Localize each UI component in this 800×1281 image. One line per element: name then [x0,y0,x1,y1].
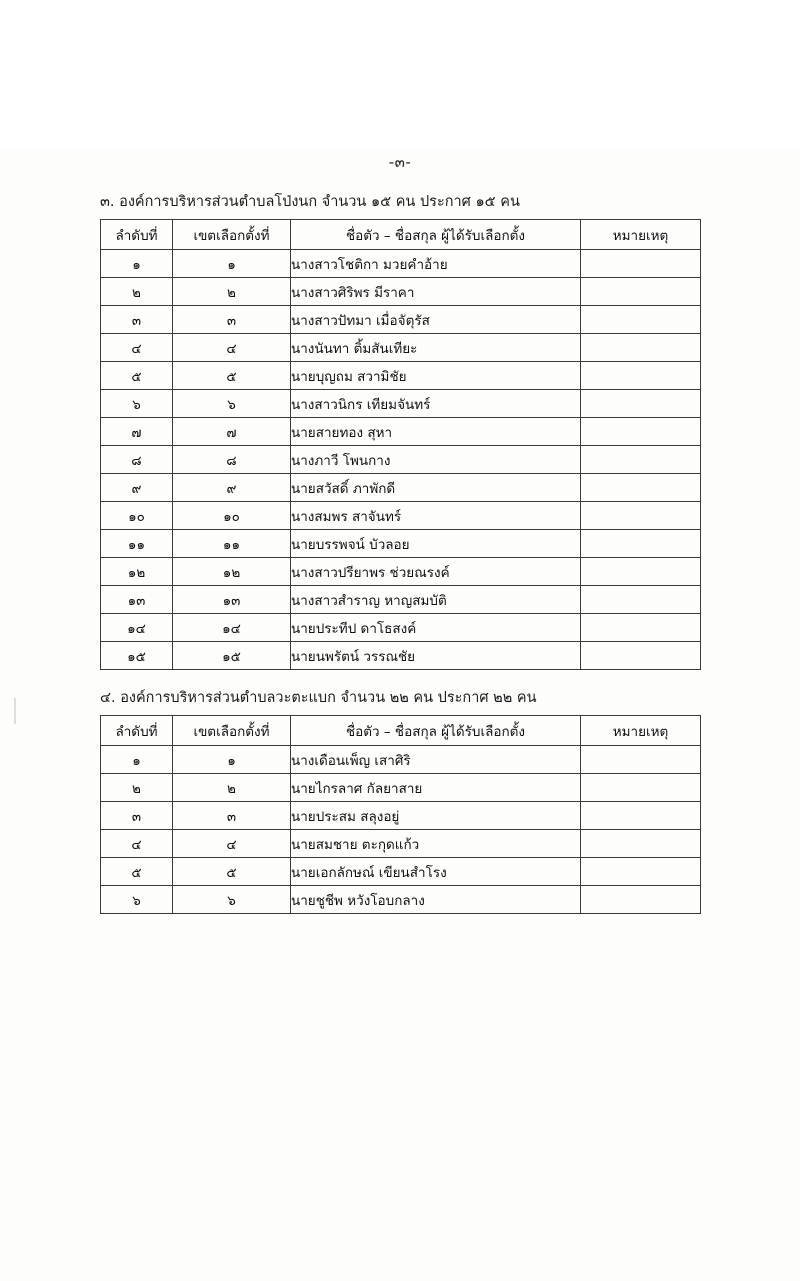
cell-remark [581,858,701,886]
cell-remark [581,390,701,418]
table-row [101,774,701,802]
cell-zone: ๒ [173,774,291,802]
column-header-zone: เขตเลือกตั้งที่ [173,220,291,250]
cell-no: ๕ [101,858,173,886]
cell-zone: ๑๐ [173,502,291,530]
cell-remark [581,250,701,278]
cell-no: ๗ [101,418,173,446]
page-edge-mark [14,698,16,724]
cell-zone: ๑๒ [173,558,291,586]
cell-remark [581,642,701,670]
cell-remark [581,474,701,502]
cell-no: ๖ [101,390,173,418]
cell-no: ๒ [101,278,173,306]
cell-remark [581,746,701,774]
table-row [101,586,701,614]
cell-no: ๕ [101,362,173,390]
cell-zone: ๑๓ [173,586,291,614]
cell-no: ๑๑ [101,530,173,558]
table-row [101,278,701,306]
cell-name: นางเดือนเพ็ญ เสาศิริ [291,746,581,774]
cell-remark [581,886,701,914]
cell-no: ๓ [101,802,173,830]
table-row [101,306,701,334]
table-row [101,530,701,558]
document-page [0,150,800,1281]
cell-zone: ๑ [173,250,291,278]
cell-zone: ๔ [173,830,291,858]
cell-no: ๑ [101,746,173,774]
column-header-zone: เขตเลือกตั้งที่ [173,716,291,746]
cell-zone: ๑๔ [173,614,291,642]
cell-zone: ๑๑ [173,530,291,558]
cell-name: นายบรรพจน์ บัวลอย [291,530,581,558]
table-row [101,558,701,586]
cell-name: นายสวัสดิ์ ภาพักดี [291,474,581,502]
column-header-remark: หมายเหตุ [581,220,701,250]
cell-name: นางสาวปัทมา เมื่อจัตุรัส [291,306,581,334]
cell-no: ๑๓ [101,586,173,614]
cell-zone: ๑๕ [173,642,291,670]
cell-no: ๘ [101,446,173,474]
table-row [101,390,701,418]
column-header-no: ลำดับที่ [101,220,173,250]
column-header-name: ชื่อตัว – ชื่อสกุล ผู้ได้รับเลือกตั้ง [291,716,581,746]
cell-name: นายเอกลักษณ์ เขียนสำโรง [291,858,581,886]
cell-name: นางสาวสำราญ หาญสมบัติ [291,586,581,614]
table-row [101,614,701,642]
table-row [101,250,701,278]
cell-zone: ๓ [173,306,291,334]
table-row [101,446,701,474]
cell-name: นายนพรัตน์ วรรณชัย [291,642,581,670]
cell-zone: ๘ [173,446,291,474]
table-row [101,362,701,390]
results-table-1 [100,219,701,670]
cell-zone: ๗ [173,418,291,446]
cell-remark [581,830,701,858]
cell-no: ๓ [101,306,173,334]
results-table-2 [100,715,701,914]
cell-zone: ๑ [173,746,291,774]
table-row [101,746,701,774]
cell-no: ๑๒ [101,558,173,586]
page-number: -๓- [388,153,412,171]
table-row [101,802,701,830]
cell-no: ๔ [101,334,173,362]
cell-name: นางภาวี โพนกาง [291,446,581,474]
cell-remark [581,502,701,530]
document-content [100,190,700,914]
cell-name: นายประทีป ดาโธสงค์ [291,614,581,642]
table-header-row [101,716,701,746]
cell-zone: ๕ [173,858,291,886]
cell-name: นายประสม สลุงอยู่ [291,802,581,830]
cell-no: ๑๕ [101,642,173,670]
cell-zone: ๔ [173,334,291,362]
column-header-name: ชื่อตัว – ชื่อสกุล ผู้ได้รับเลือกตั้ง [291,220,581,250]
cell-remark [581,306,701,334]
cell-no: ๙ [101,474,173,502]
cell-remark [581,586,701,614]
cell-remark [581,446,701,474]
cell-zone: ๕ [173,362,291,390]
cell-no: ๑๔ [101,614,173,642]
cell-name: นายสายทอง สุหา [291,418,581,446]
cell-name: นางนันทา ติ้มสันเทียะ [291,334,581,362]
cell-remark [581,278,701,306]
table-header-row [101,220,701,250]
cell-remark [581,802,701,830]
cell-remark [581,774,701,802]
section-heading-2: ๔. องค์การบริหารส่วนตำบลวะตะแบก จำนวน ๒๒ คน ประกาศ ๒๒ คน [100,690,537,706]
cell-no: ๑๐ [101,502,173,530]
cell-zone: ๓ [173,802,291,830]
cell-name: นางสาวศิริพร มีราคา [291,278,581,306]
column-header-remark: หมายเหตุ [581,716,701,746]
cell-no: ๑ [101,250,173,278]
table-row [101,474,701,502]
cell-zone: ๒ [173,278,291,306]
cell-name: นางสมพร สาจันทร์ [291,502,581,530]
cell-remark [581,558,701,586]
cell-name: นางสาวปรียาพร ช่วยณรงค์ [291,558,581,586]
table-row [101,502,701,530]
cell-zone: ๖ [173,886,291,914]
cell-zone: ๖ [173,390,291,418]
cell-name: นายไกรลาศ กัลยาสาย [291,774,581,802]
cell-no: ๖ [101,886,173,914]
cell-name: นายบุญถม สวามิชัย [291,362,581,390]
cell-remark [581,334,701,362]
cell-name: นางสาวโชติกา มวยคำอ้าย [291,250,581,278]
cell-remark [581,614,701,642]
cell-remark [581,418,701,446]
table-row [101,418,701,446]
cell-remark [581,362,701,390]
cell-name: นางสาวนิกร เทียมจันทร์ [291,390,581,418]
cell-name: นายสมชาย ตะกุดแก้ว [291,830,581,858]
cell-no: ๒ [101,774,173,802]
table-row [101,830,701,858]
cell-remark [581,530,701,558]
cell-no: ๔ [101,830,173,858]
cell-zone: ๙ [173,474,291,502]
cell-name: นายชูชีพ หวังโอบกลาง [291,886,581,914]
section-heading-1: ๓. องค์การบริหารส่วนตำบลโป่งนก จำนวน ๑๕ คน ประกาศ ๑๕ คน [100,194,520,210]
table-row [101,886,701,914]
column-header-no: ลำดับที่ [101,716,173,746]
table-row [101,642,701,670]
table-row [101,858,701,886]
table-row [101,334,701,362]
